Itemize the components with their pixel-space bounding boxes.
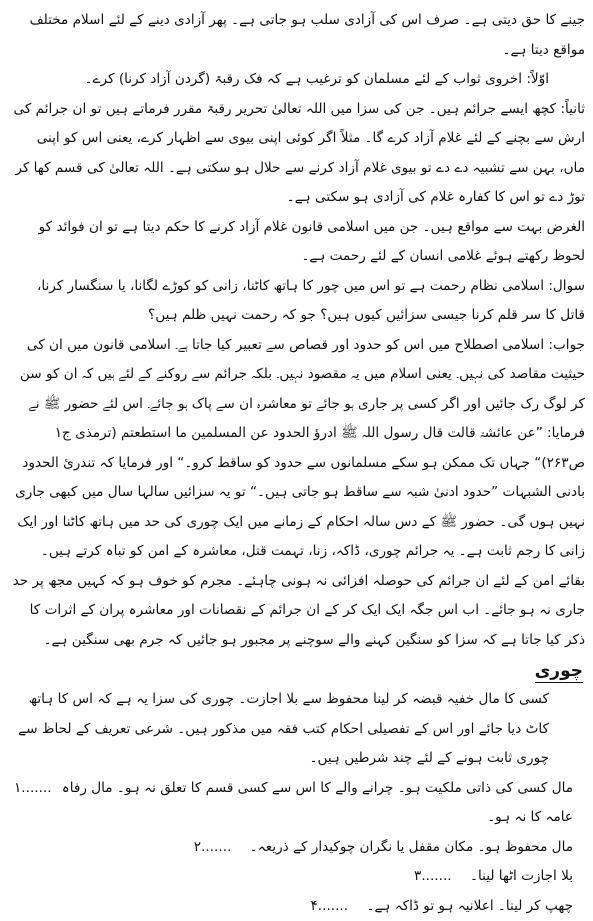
paragraph-theft-intro: کسی کا مال خفیہ قبضہ کر لینا محفوظ سے بلا اجازت۔ چوری کی سزا یہ ہے کہ اس کا ہاتھ کاٹ دیا جائے اور اس کے تفصیلی احکام کتب فقہ میں مذکور ہیں۔ شرعی تعریف کے لحاظ سے چوری ثابت ہونے کے لئے چند شرطیں ہیں۔ bbox=[8, 685, 585, 774]
paragraph-conclusion: الغرض بہت سے مواقع ہیں۔ جن میں اسلامی قانون غلام آزاد کرنے کا حکم دیتا ہے تو ان فوائد کو لحوظ رکھتے ہوئے غلامی انسان کے لئے رحمت ہے۔ bbox=[8, 213, 585, 272]
list-item bbox=[8, 862, 585, 892]
condition-number: ۴....... bbox=[305, 892, 367, 921]
condition-text: مال محفوظ ہو۔ مکان مقفل یا نگران چوکیدار کے ذریعہ۔ bbox=[250, 833, 585, 863]
paragraph-intro: جینے کا حق دیتی ہے۔ صرف اس کی آزادی سلب ہو جاتی ہے۔ پھر آزادی دینے کے لئے اسلام مختلف مواقع دیتا ہے۔ bbox=[8, 6, 585, 65]
list-item bbox=[8, 892, 585, 921]
condition-text: بلا اجازت اٹھا لینا۔ bbox=[470, 862, 585, 892]
section-heading-theft bbox=[8, 657, 585, 685]
condition-number: ۳....... bbox=[408, 862, 470, 892]
condition-text: مال کسی کی ذاتی ملکیت ہو۔ چرانے والے کا اس سے کسی قسم کا تعلق نہ ہو۔ مال رفاہ عامہ کا نہ ہو۔ bbox=[62, 774, 585, 833]
paragraph-peace: بقائے امن کے لئے ان جرائم کی حوصلہ افزائی نہ ہونی چاہئے۔ مجرم کو خوف ہو کہ کہیں مجھ پر حد جاری نہ ہو جائے۔ اب اس جگہ ایک ایک کر کے ان جرائم کے نقصانات اور معاشرہ پران کے اثرات کا ذکر کیا جاتا ہے کہ سزا کو سنگین کہنے والے سوچنے پر مجبور ہو جائیں کہ جرم بھی سنگین ہے۔ bbox=[8, 567, 585, 656]
conditions-list bbox=[8, 774, 585, 921]
list-item bbox=[8, 833, 585, 863]
condition-number: ۱....... bbox=[8, 774, 62, 804]
list-item bbox=[8, 774, 585, 833]
condition-text: چھپ کر لینا۔ اعلانیہ ہو تو ڈاکہ ہے۔ bbox=[367, 892, 586, 921]
paragraph-answer: جواب: اسلامی اصطلاح میں اس کو حدود اور قصاص سے تعبیر کیا جاتا ہے۔ اسلامی قانون میں ان کی حیثیت مقاصد کی نہیں۔ یعنی اسلام میں یہ مقصود نہیں۔ بلکہ جرائم سے روکنے کے لئے ہیں کہ ان کو سن کر لوگ رک جائیں اور اگر کسی پر جاری ہو جائے تو معاشرہ ان سے پاک ہو جائے۔ اس لئے حضور ﷺ نے فرمایا: ”عن عائشۃ قالت قال رسول اللہ ﷺ ادرؤ الحدود عن المسلمین ما استطعتم (ترمذی ج۱ ص۲۶۳)“ جہاں تک ممکن ہو سکے مسلمانوں سے حدود کو ساقط کرو۔“ اور فرمایا کہ تندرئ الحدود بادنی الشبہات ”حدود ادنیٰ شبہ سے ساقط ہو جاتی ہیں۔“ تو یہ سزائیں سالہا سال میں کبھی جاری نہیں ہوں گی۔ حضور ﷺ کے دس سالہ احکام کے زمانے میں ایک چوری کی حد میں ہاتھ کاٹنا اور ایک زانی کا رجم ثابت ہے۔ یہ جرائم چوری، ڈاکہ، زنا، تہمت قتل، معاشرہ کے امن کو تباہ کرتے ہیں۔ bbox=[8, 331, 585, 567]
paragraph-second-reason: ثانیاً: کچھ ایسے جرائم ہیں۔ جن کی سزا میں اللہ تعالیٰ تحریر رقبۃ مقرر فرماتے ہیں تو ان جرائم کی ارش سے بچنے کے لئے غلام آزاد کرے گا۔ مثلاً اگر کوئی اپنی بیوی سے اظہار کرے، یعنی اس کو اپنی ماں، بہن سے تشبیہ دے دے تو بیوی غلام آزاد کرنے سے حلال ہو سکتی ہے۔ اللہ تعالیٰ کی قسم کھا کر توڑ دے تو اس کا کفارہ غلام کی آزادی ہو سکتی ہے۔ bbox=[8, 95, 585, 213]
document-page bbox=[8, 6, 585, 881]
section-heading-text: چوری bbox=[535, 661, 583, 683]
paragraph-first-reason: اوّلاً: اخروی ثواب کے لئے مسلمان کو ترغیب ہے کہ فک رقبۃ (گردن آزاد کرنا) کرے۔ bbox=[8, 65, 585, 95]
paragraph-question: سوال: اسلامی نظام رحمت ہے تو اس میں چور کا ہاتھ کاٹنا، زانی کو کوڑے لگانا، یا سنگسار کرنا، قاتل کا سر قلم کرنا جیسی سزائیں کیوں ہیں؟ جو کہ رحمت نہیں ظلم ہیں؟ bbox=[8, 272, 585, 331]
condition-number: ۲....... bbox=[188, 833, 250, 863]
